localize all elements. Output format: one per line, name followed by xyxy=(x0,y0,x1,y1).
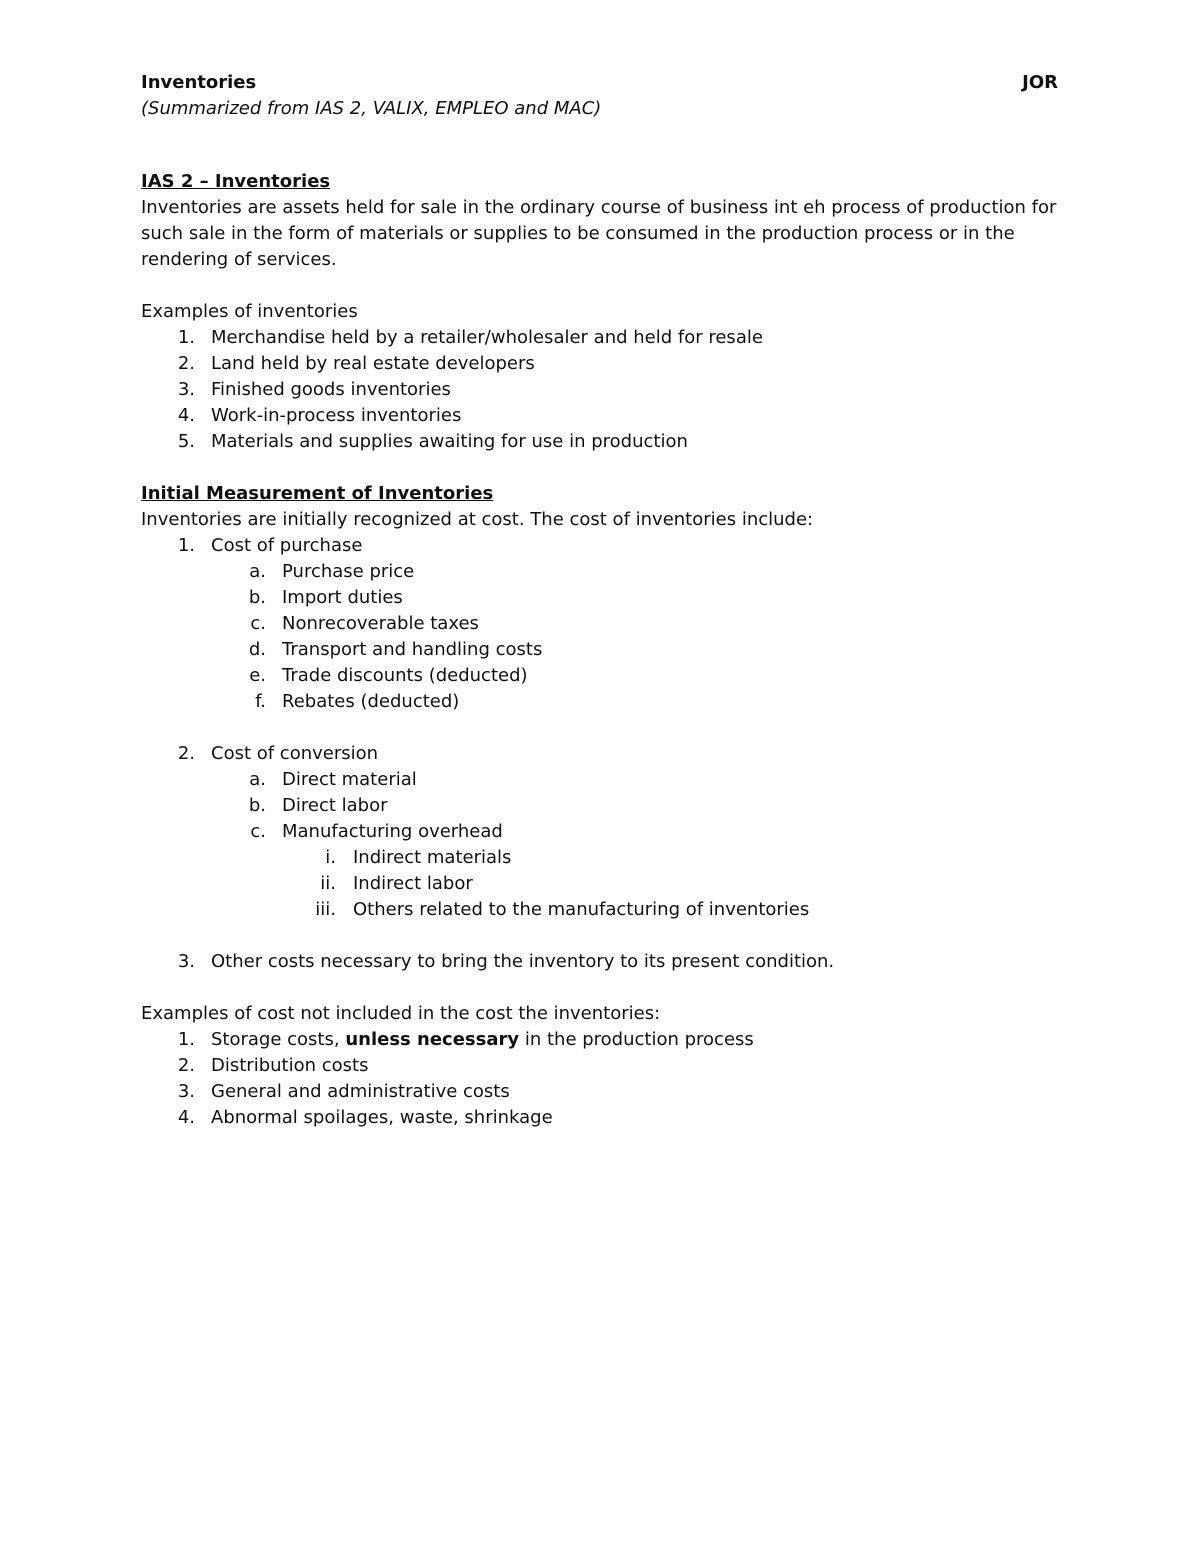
list-item: 2. Land held by real estate developers xyxy=(177,353,535,374)
list-item: e. Trade discounts (deducted) xyxy=(249,665,528,686)
excluded-costs-list xyxy=(141,1027,1061,1131)
ias2-heading: IAS 2 – Inventories xyxy=(141,171,331,192)
list-item: 5. Materials and supplies awaiting for use in production xyxy=(177,431,688,452)
list-item: c. Nonrecoverable taxes xyxy=(250,613,479,634)
list-item: 3. General and administrative costs xyxy=(177,1081,510,1102)
document-page xyxy=(141,70,1061,1131)
list-item: ii. Indirect labor xyxy=(320,873,473,894)
list-item: 4. Work-in-process inventories xyxy=(177,405,462,426)
list-item: 4. Abnormal spoilages, waste, shrinkage xyxy=(177,1107,553,1128)
list-item: 1. Merchandise held by a retailer/wholesaler and held for resale xyxy=(177,327,763,348)
list-item: d. Transport and handling costs xyxy=(248,639,543,660)
initial-measurement-intro: Inventories are initially recognized at cost. The cost of inventories include: xyxy=(141,509,814,530)
ias2-definition: Inventories are assets held for sale in the ordinary course of business int eh process of production for such sale in the form of materials or supplies to be consumed in the production process or in the rendering of services. xyxy=(141,197,1057,270)
list-item: c. Manufacturing overhead xyxy=(250,821,503,842)
document-title: Inventories xyxy=(141,72,257,93)
examples-list xyxy=(141,325,1061,455)
list-item: 1. Cost of purchase xyxy=(177,535,363,556)
cost-list xyxy=(141,533,1061,975)
list-item: b. Import duties xyxy=(248,587,403,608)
list-item: a. Direct material xyxy=(249,769,417,790)
list-item: a. Purchase price xyxy=(249,561,415,582)
list-item: f. Rebates (deducted) xyxy=(255,691,460,712)
list-item: iii. Others related to the manufacturing of inventories xyxy=(315,899,810,920)
list-item: 3. Finished goods inventories xyxy=(177,379,451,400)
examples-label: Examples of inventories xyxy=(141,301,358,322)
list-item: i. Indirect materials xyxy=(325,847,512,868)
author-initials: JOR xyxy=(1022,72,1058,93)
document-subtitle: (Summarized from IAS 2, VALIX, EMPLEO and MAC) xyxy=(141,98,602,119)
list-item: 3. Other costs necessary to bring the inventory to its present condition. xyxy=(177,951,835,972)
list-item: 1. Storage costs, unless necessary in the production process xyxy=(177,1029,754,1050)
list-item: b. Direct labor xyxy=(248,795,388,816)
list-item: 2. Distribution costs xyxy=(177,1055,369,1076)
emphasis-text: unless necessary xyxy=(345,1029,520,1050)
excluded-costs-label: Examples of cost not included in the cost the inventories: xyxy=(141,1003,661,1024)
document-header xyxy=(141,70,1061,96)
initial-measurement-heading: Initial Measurement of Inventories xyxy=(141,483,494,504)
list-item: 2. Cost of conversion xyxy=(177,743,379,764)
